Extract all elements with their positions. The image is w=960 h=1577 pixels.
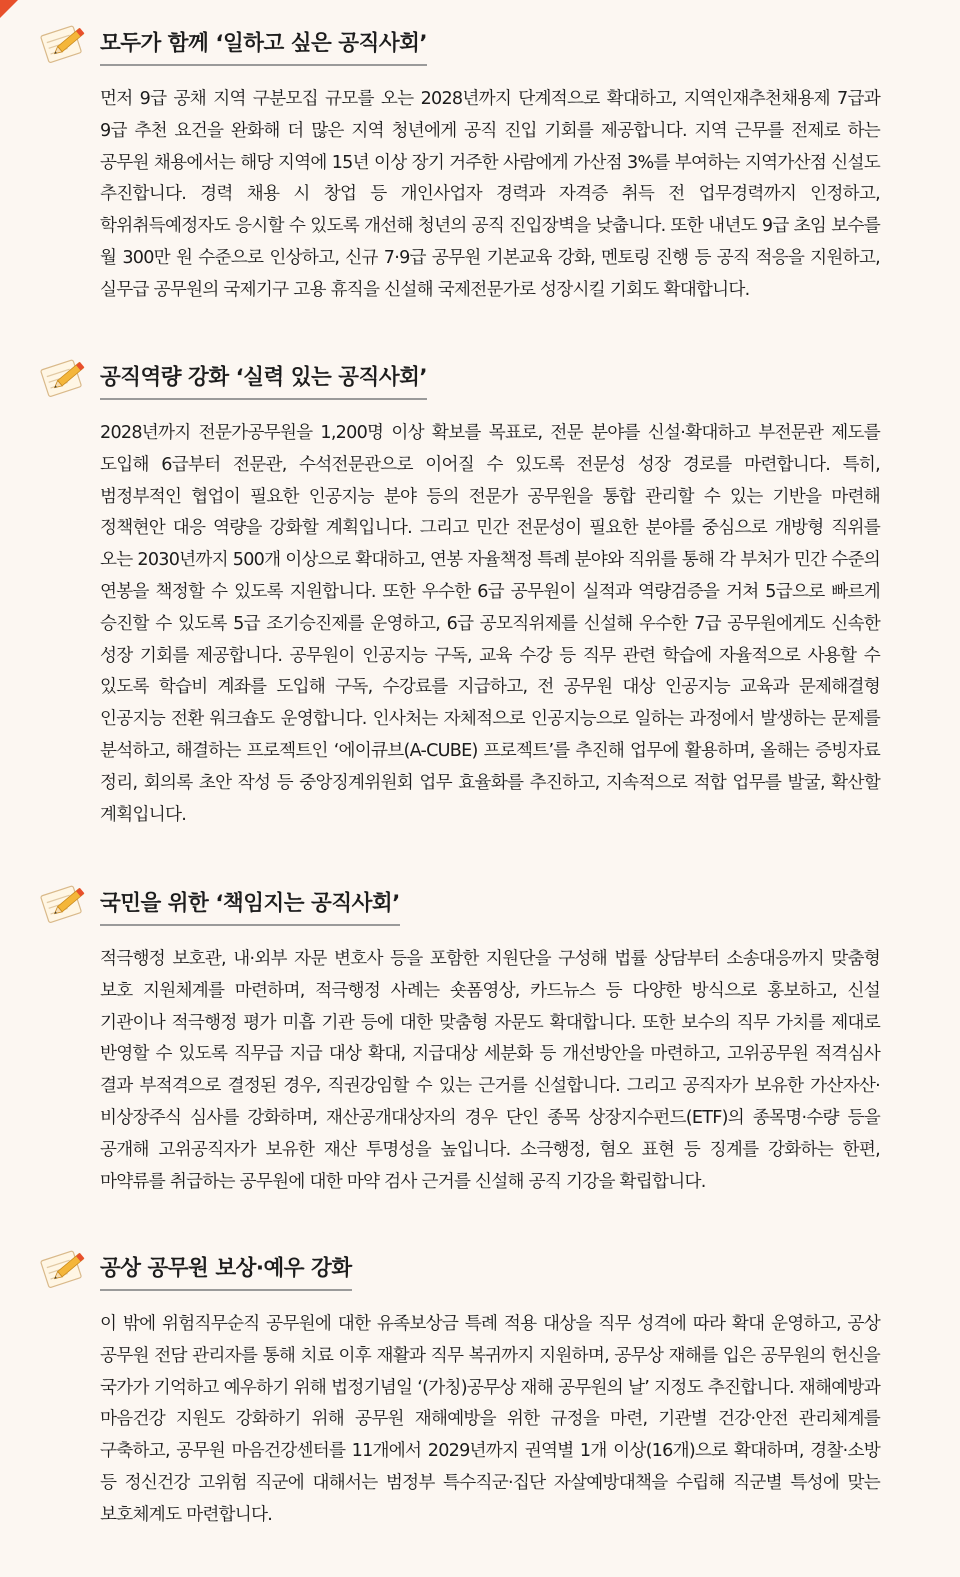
section-title: 공직역량 강화 ‘실력 있는 공직사회’ <box>100 364 427 400</box>
section-competency <box>38 354 918 831</box>
section-body: 2028년까지 전문가공무원을 1,200명 이상 확보를 목표로, 전문 분야를 신설·확대하고 부전문관 제도를 도입해 6급부터 전문관, 수석전문관으로 이어질 수 있도록 전문성 성장 경로를 마련합니다. 특히, 범정부적인 협업이 필요한 인공지능 분야 등의 전문가 공무원을 통합 관리할 수 있는 기반을 마련해 정책현안 대응 역량을 강화할 계획입니다. 그리고 민간 전문성이 필요한 분야를 중심으로 개방형 직위를 오는 2030년까지 500개 이상으로 확대하고, 연봉 자율책정 특례 분야와 직위를 통해 각 부처가 민간 수준의 연봉을 책정할 수 있도록 지원합니다. 또한 우수한 6급 공무원이 실적과 역량검증을 거쳐 5급으로 빠르게 승진할 수 있도록 5급 조기승진제를 운영하고, 6급 공모직위제를 신설해 우수한 7급 공무원에게도 신속한 성장 기회를 제공합니다. 공무원이 인공지능 구독, 교육 수강 등 직무 관련 학습에 자율적으로 사용할 수 있도록 학습비 계좌를 도입해 구독, 수강료를 지급하고, 전 공무원 대상 인공지능 교육과 문제해결형 인공지능 전환 워크숍도 운영합니다. 인사처는 자체적으로 인공지능으로 일하는 과정에서 발생하는 문제를 분석하고, 해결하는 프로젝트인 ‘에이큐브(A-CUBE) 프로젝트’를 추진해 업무에 활용하며, 올해는 증빙자료 정리, 회의록 초안 작성 등 중앙징계위원회 업무 효율화를 추진하고, 지속적으로 적합 업무를 발굴, 확산할 계획입니다. <box>100 423 880 825</box>
section-injury-compensation <box>38 1245 918 1532</box>
section-heading <box>38 20 918 74</box>
pencil-memo-icon <box>38 354 90 398</box>
section-title: 모두가 함께 ‘일하고 싶은 공직사회’ <box>100 30 427 66</box>
section-title: 공상 공무원 보상·예우 강화 <box>100 1255 352 1291</box>
section-body: 먼저 9급 공채 지역 구분모집 규모를 오는 2028년까지 단계적으로 확대하고, 지역인재추천채용제 7급과 9급 추천 요건을 완화해 더 많은 지역 청년에게 공직 진입 기회를 제공합니다. 지역 근무를 전제로 하는 공무원 채용에서는 해당 지역에 15년 이상 장기 거주한 사람에게 가산점 3%를 부여하는 지역가산점 신설도 추진합니다. 경력 채용 시 창업 등 개인사업자 경력과 자격증 취득 전 업무경력까지 인정하고, 학위취득예정자도 응시할 수 있도록 개선해 청년의 공직 진입장벽을 낮춥니다. 또한 내년도 9급 초임 보수를 월 300만 원 수준으로 인상하고, 신규 7·9급 공무원 기본교육 강화, 멘토링 진행 등 공직 적응을 지원하고, 실무급 공무원의 국제기구 고용 휴직을 신설해 국제전문가로 성장시킬 기회도 확대합니다. <box>100 89 880 300</box>
pencil-memo-icon <box>38 880 90 924</box>
section-body: 이 밖에 위험직무순직 공무원에 대한 유족보상금 특례 적용 대상을 직무 성격에 따라 확대 운영하고, 공상 공무원 전담 관리자를 통해 치료 이후 재활과 직무 복귀까지 지원하며, 공무상 재해를 입은 공무원의 헌신을 국가가 기억하고 예우하기 위해 법정기념일 ‘(가칭)공무상 재해 공무원의 날’ 지정도 추진합니다. 재해예방과 마음건강 지원도 강화하기 위해 공무원 재해예방을 위한 규정을 마련, 기관별 건강·안전 관리체계를 구축하고, 공무원 마음건강센터를 11개에서 2029년까지 권역별 1개 이상(16개)으로 확대하며, 경찰·소방 등 정신건강 고위험 직군에 대해서는 범정부 특수직군·집단 자살예방대책을 수립해 직군별 특성에 맞는 보호체계도 마련합니다. <box>100 1314 880 1525</box>
section-responsibility <box>38 880 918 1198</box>
section-body: 적극행정 보호관, 내·외부 자문 변호사 등을 포함한 지원단을 구성해 법률 상담부터 소송대응까지 맞춤형 보호 지원체계를 마련하며, 적극행정 사례는 숏폼영상, 카드뉴스 등 다양한 방식으로 홍보하고, 신설 기관이나 적극행정 평가 미흡 기관 등에 대한 맞춤형 자문도 확대합니다. 또한 보수의 직무 가치를 제대로 반영할 수 있도록 직무급 지급 대상 확대, 지급대상 세분화 등 개선방안을 마련하고, 고위공무원 적격심사 결과 부적격으로 결정된 경우, 직권강임할 수 있는 근거를 신설합니다. 그리고 공직자가 보유한 가산자산·비상장주식 심사를 강화하며, 재산공개대상자의 경우 단인 종목 상장지수펀드(ETF)의 종목명·수량 등을 공개해 고위공직자가 보유한 재산 투명성을 높입니다. 소극행정, 혐오 표현 등 징계를 강화하는 한편, 마약류를 취급하는 공무원에 대한 마약 검사 근거를 신설해 공직 기강을 확립합니다. <box>100 949 880 1192</box>
section-title: 국민을 위한 ‘책임지는 공직사회’ <box>100 890 400 926</box>
pencil-memo-icon <box>38 1245 90 1289</box>
corner-accent <box>0 0 18 18</box>
section-heading <box>38 1245 918 1299</box>
section-heading <box>38 880 918 934</box>
section-work-culture <box>38 20 918 307</box>
section-heading <box>38 354 918 408</box>
pencil-memo-icon <box>38 20 90 64</box>
